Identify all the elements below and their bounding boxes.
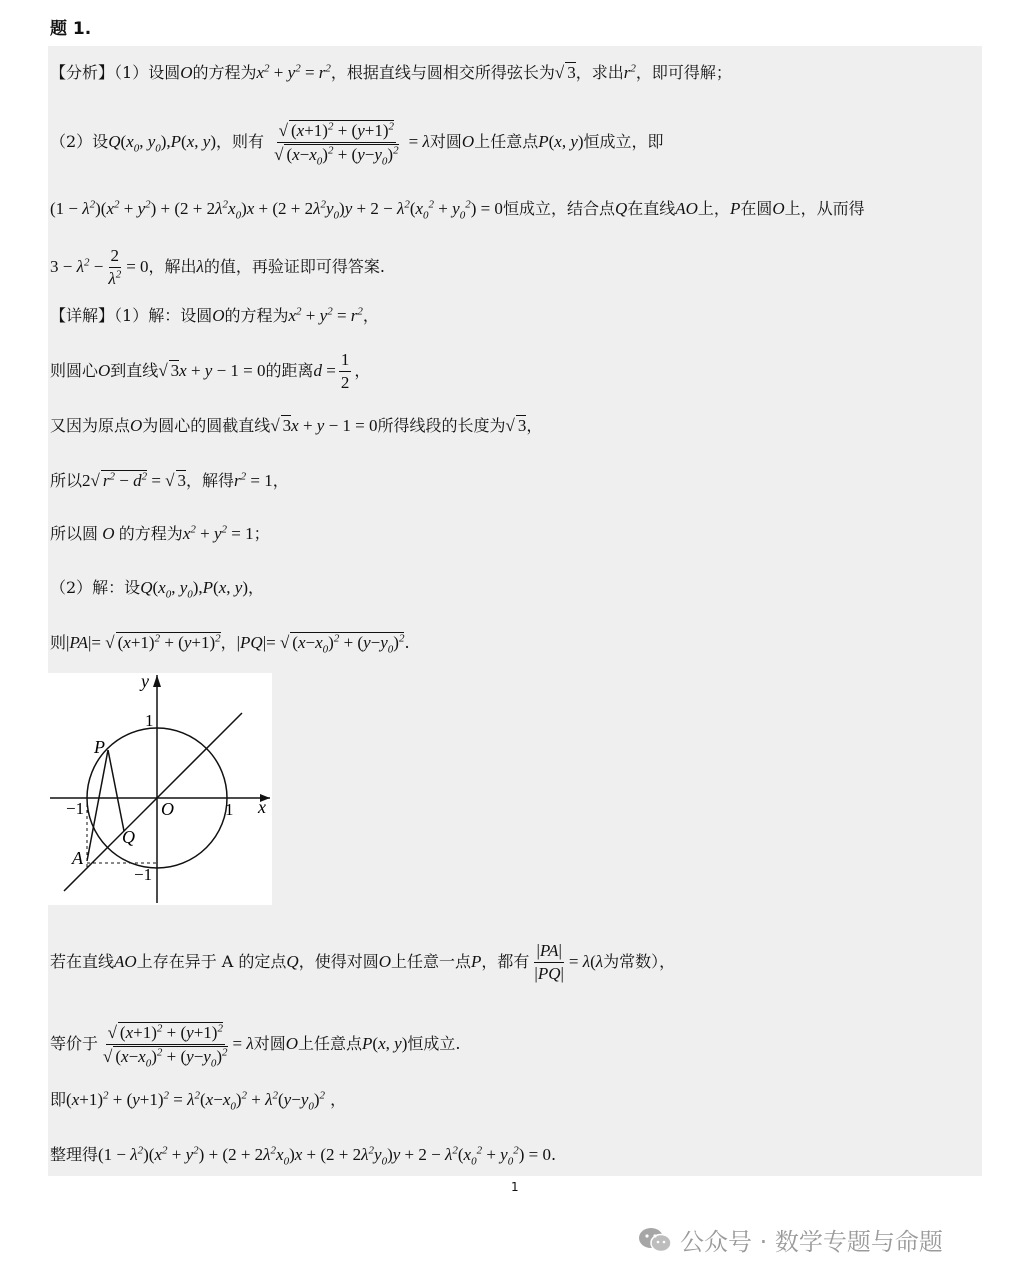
line-AO bbox=[64, 713, 242, 891]
analysis-line-4: $3 - \lambda^2$ − $\frac{2}{\lambda^2}$ = 0，解出λ的值，再验证即可得答案. bbox=[50, 246, 386, 288]
detail-line-1: 【详解】（1）解：设圆O的方程为$x^2 + y^2 = r^2$， bbox=[50, 305, 379, 325]
circle-diagram bbox=[48, 673, 272, 905]
label-neg1-left: −1 bbox=[66, 799, 85, 818]
y-axis-arrow bbox=[153, 675, 161, 687]
label-y: y bbox=[141, 673, 149, 691]
analysis-label: 【分析】 bbox=[50, 63, 115, 82]
label-Q: Q bbox=[122, 827, 135, 847]
analysis-line-3: $(1 - \lambda^2)(x^2 + y^2) + (2 + 2\lambda^2x_0)x + (2 + 2\lambda^2y_0)y + 2 - \lambda^2(x_0^2 + y_0^2) = 0$恒成立，结合点Q在直线AO上，P在圆O上，从而得 bbox=[50, 198, 865, 222]
detail-label: 【详解】 bbox=[50, 306, 115, 325]
label-P: P bbox=[94, 737, 105, 757]
problem-title: 题 1. bbox=[50, 19, 92, 39]
wechat-icon bbox=[638, 1227, 672, 1253]
detail-line-8: 若在直线AO上存在异于 A 的定点Q，使得对圆O上任意一点P，都有 $\frac{|PA|}{|PQ|}$ = λ(λ为常数）， bbox=[50, 941, 676, 983]
detail-line-7: 则|PA|= √ $(x+1)^2 + (y+1)^2$，|PQ|= √ $(x-x_0)^2 + (y-y_0)^2$. bbox=[50, 632, 410, 656]
label-A: A bbox=[72, 848, 83, 868]
label-O: O bbox=[161, 799, 174, 819]
segment-PQ bbox=[108, 750, 124, 831]
detail-line-5: 所以圆 O 的方程为$x^2 + y^2 = 1$； bbox=[50, 523, 270, 543]
label-x: x bbox=[258, 797, 266, 817]
label-one-top: 1 bbox=[145, 711, 154, 730]
analysis-line-1: 【分析】（1）设圆O的方程为$x^2 + y^2 = r^2$，根据直线与圆相交所得弦长为√ 3，求出$r^2$，即可得解； bbox=[50, 62, 732, 82]
detail-line-11: 整理得$(1 - \lambda^2)(x^2 + y^2) + (2 + 2\lambda^2x_0)x + (2 + 2\lambda^2y_0)y + 2 - \lambda^2(x_0^2 + y_0^2) = 0$. bbox=[50, 1144, 557, 1168]
analysis-line-2: （2）设$Q(x_0$, $y_0),P(x$, y)，则有 $\frac{√ (x+1)^2 + (y+1)^2}{√ (x-x_0)^2 + (y-y_0)^2}$ = λ对圆O上任意点P(x, y)恒成立，即 bbox=[50, 120, 664, 168]
detail-line-4: 所以2√ $r^2 - d^2$ = √ 3，解得$r^2 = 1$， bbox=[50, 470, 289, 490]
label-one-right: 1 bbox=[225, 800, 234, 819]
detail-line-9: 等价于 $\frac{√ (x+1)^2 + (y+1)^2}{√ (x-x_0)^2 + (y-y_0)^2}$ = λ对圆O上任意点P(x, y)恒成立. bbox=[50, 1022, 461, 1070]
detail-line-2: 则圆心O到直线√ 3x + y − 1 = 0的距离d = $\frac{1}{2}$ ， bbox=[50, 350, 371, 392]
detail-line-10: 即$(x+1)^2 + (y+1)^2 = \lambda^2(x-x_0)^2 + \lambda^2(y-y_0)^2$ ， bbox=[50, 1089, 347, 1113]
watermark-text: 公众号 · 数学专题与命题 bbox=[680, 1228, 943, 1256]
watermark bbox=[638, 1222, 943, 1257]
detail-line-6: （2）解：设$Q(x_0$, $y_0),P(x$, y)， bbox=[50, 578, 264, 601]
label-neg1-bottom: −1 bbox=[134, 865, 153, 884]
detail-line-3: 又因为原点O为圆心的圆截直线√ 3x + y − 1 = 0所得线段的长度为√ 3， bbox=[50, 416, 543, 435]
page-number: 1 bbox=[511, 1180, 519, 1194]
